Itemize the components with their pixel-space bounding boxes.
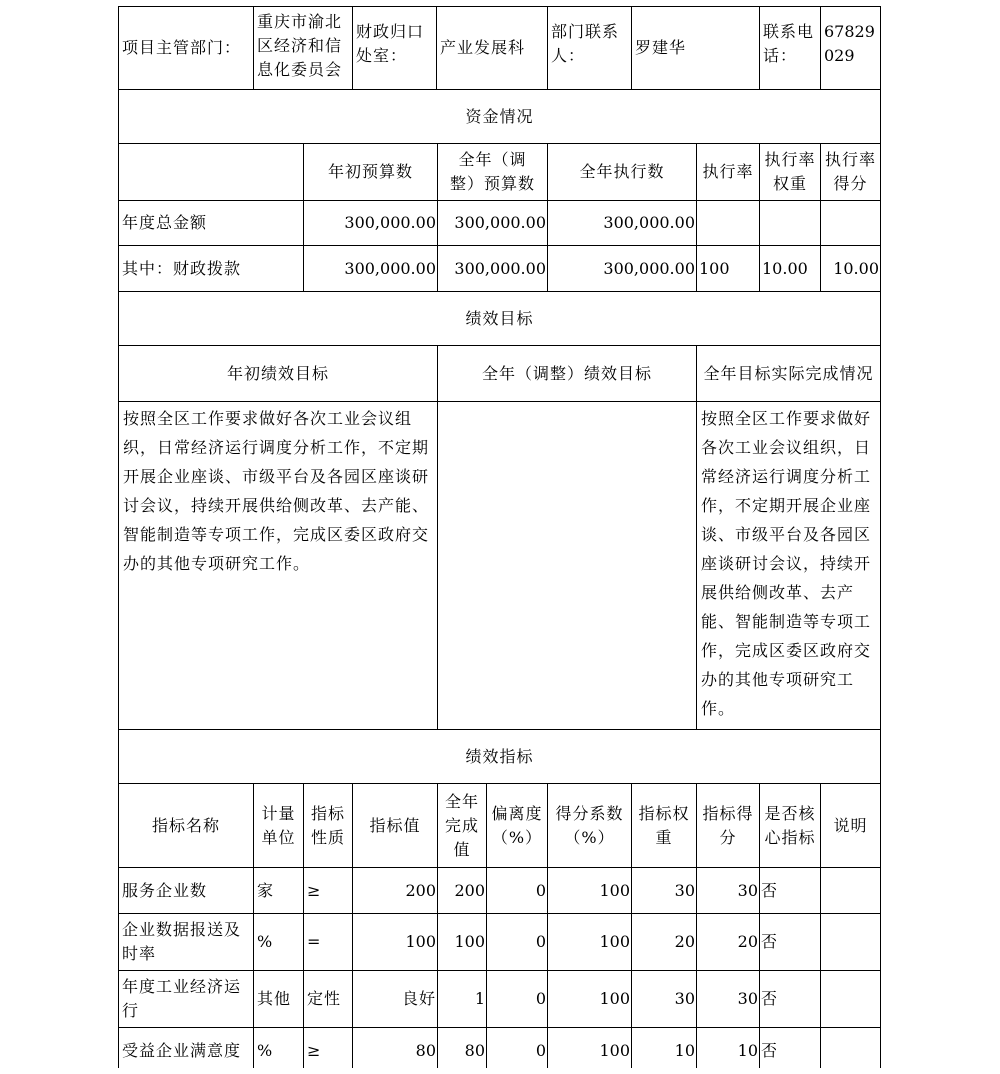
office-label: 财政归口处室： (356, 22, 425, 65)
funds-section-title: 资金情况 (465, 106, 534, 126)
indicator-header-actual: 全年完成值 (445, 791, 480, 859)
goals-initial-text: 按照全区工作要求做好各次工业会议组织，日常经济运行调度分析工作，不定期开展企业座谈、市级平台及各园区座谈研讨会议，持续开展供给侧改革、去产能、智能制造等专项工作，完成区委区政府交办的其他专项研究工作。 (123, 409, 430, 573)
funds-row-initial: 300,000.00 (344, 213, 436, 232)
funds-row-adjusted: 300,000.00 (454, 258, 546, 278)
indicator-row-deviation: 0 (535, 880, 546, 900)
funds-row-weight (760, 201, 820, 245)
indicator-row-coef: 100 (599, 989, 630, 1008)
contact-value: 罗建华 (635, 38, 687, 57)
indicator-row-core: 否 (761, 880, 779, 900)
indicator-row-name: 服务企业数 (122, 880, 208, 900)
indicator-row-note (821, 971, 880, 1027)
indicator-header-unit: 计量单位 (261, 803, 296, 847)
funds-row-rate (697, 201, 759, 245)
office-value: 产业发展科 (440, 38, 526, 57)
indicator-row-target: 良好 (401, 989, 436, 1008)
funds-row-rate: 100 (699, 258, 730, 278)
indicator-header-deviation: 偏离度（%） (491, 803, 543, 847)
indicator-row-note (821, 914, 880, 970)
indicator-row-unit: % (257, 932, 274, 951)
phone-value: 67829029 (824, 22, 875, 65)
indicator-header-weight: 指标权重 (638, 803, 690, 847)
funds-row-label: 其中：财政拨款 (122, 258, 242, 278)
funds-col-executed: 全年执行数 (579, 162, 665, 181)
funds-row-adjusted: 300,000.00 (454, 213, 546, 232)
indicator-row-name: 受益企业满意度 (122, 1041, 242, 1060)
dept-value: 重庆市渝北区经济和信息化委员会 (257, 12, 343, 79)
indicator-header-name: 指标名称 (151, 815, 220, 835)
indicator-row-core: 否 (761, 1041, 779, 1060)
indicator-row-coef: 100 (599, 880, 630, 900)
indicator-row-deviation: 0 (535, 932, 546, 951)
indicator-header-score: 指标得分 (702, 803, 754, 847)
indicator-row-weight: 10 (674, 1041, 695, 1060)
indicator-header-nature: 指标性质 (310, 803, 345, 847)
indicator-row-coef: 100 (599, 1041, 630, 1060)
contact-label: 部门联系人： (551, 22, 620, 65)
goals-actual-text: 按照全区工作要求做好各次工业会议组织，日常经济运行调度分析工作，不定期开展企业座谈、市级平台及各园区座谈研讨会议，持续开展供给侧改革、去产能、智能制造等专项工作，完成区委区政府交办的其他专项研究工作。 (701, 409, 872, 718)
indicator-row-score: 10 (737, 1041, 758, 1060)
indicator-row-unit: % (257, 1041, 274, 1060)
indicator-row-score: 20 (737, 932, 758, 951)
indicator-row-name: 年度工业经济运行 (122, 977, 242, 1020)
indicator-row-weight: 20 (674, 932, 695, 951)
indicator-header-note: 说明 (833, 815, 868, 835)
goals-col-adjusted: 全年（调整）绩效目标 (481, 363, 652, 383)
indicator-row-score: 30 (737, 880, 758, 900)
indicator-row-nature: = (307, 932, 322, 951)
phone-label: 联系电话： (763, 22, 815, 65)
indicator-row-actual: 100 (454, 932, 485, 951)
indicator-row-unit: 其他 (257, 989, 292, 1008)
indicator-row-deviation: 0 (535, 989, 546, 1008)
indicator-row-weight: 30 (674, 989, 695, 1008)
indicator-header-core: 是否核心指标 (764, 803, 816, 847)
indicator-row-unit: 家 (257, 880, 275, 900)
indicator-row-nature: ≥ (307, 880, 322, 900)
funds-row-initial: 300,000.00 (344, 258, 436, 278)
indicator-header-target: 指标值 (369, 815, 421, 835)
indicators-section-title: 绩效指标 (465, 746, 534, 766)
goals-col-actual: 全年目标实际完成情况 (703, 363, 874, 383)
funds-col-weight: 执行率权重 (764, 150, 816, 193)
indicator-row-nature: ≥ (307, 1041, 322, 1060)
indicator-row-deviation: 0 (535, 1041, 546, 1060)
funds-row-weight: 10.00 (762, 258, 808, 278)
funds-row-label: 年度总金额 (122, 213, 208, 232)
indicator-row-name: 企业数据报送及时率 (122, 920, 242, 963)
indicator-row-nature: 定性 (307, 989, 342, 1008)
funds-col-rate: 执行率 (702, 162, 754, 181)
dept-label: 项目主管部门： (122, 38, 242, 57)
indicator-row-score: 30 (737, 989, 758, 1008)
funds-row-executed: 300,000.00 (603, 213, 695, 232)
indicator-row-note (821, 868, 880, 913)
funds-row-executed: 300,000.00 (603, 258, 695, 278)
funds-row-score: 10.00 (833, 258, 879, 278)
indicator-row-actual: 1 (474, 989, 485, 1008)
indicator-row-target: 100 (405, 932, 436, 951)
funds-col-adjusted: 全年（调整）预算数 (450, 150, 536, 193)
indicator-row-target: 200 (405, 880, 436, 900)
indicator-row-actual: 200 (454, 880, 485, 900)
indicator-row-weight: 30 (674, 880, 695, 900)
funds-row-score (821, 201, 880, 245)
indicator-row-actual: 80 (464, 1041, 485, 1060)
funds-col-initial: 年初预算数 (327, 162, 413, 181)
indicator-row-core: 否 (761, 932, 779, 951)
indicator-row-coef: 100 (599, 932, 630, 951)
goals-adjusted-text (438, 402, 696, 729)
goals-col-initial: 年初绩效目标 (226, 363, 329, 383)
indicator-row-note (821, 1028, 880, 1074)
indicator-row-target: 80 (415, 1041, 436, 1060)
goals-section-title: 绩效目标 (465, 308, 534, 328)
indicator-header-coef: 得分系数（%） (555, 803, 624, 847)
indicator-row-core: 否 (761, 989, 779, 1008)
funds-col-score: 执行率得分 (824, 150, 876, 193)
